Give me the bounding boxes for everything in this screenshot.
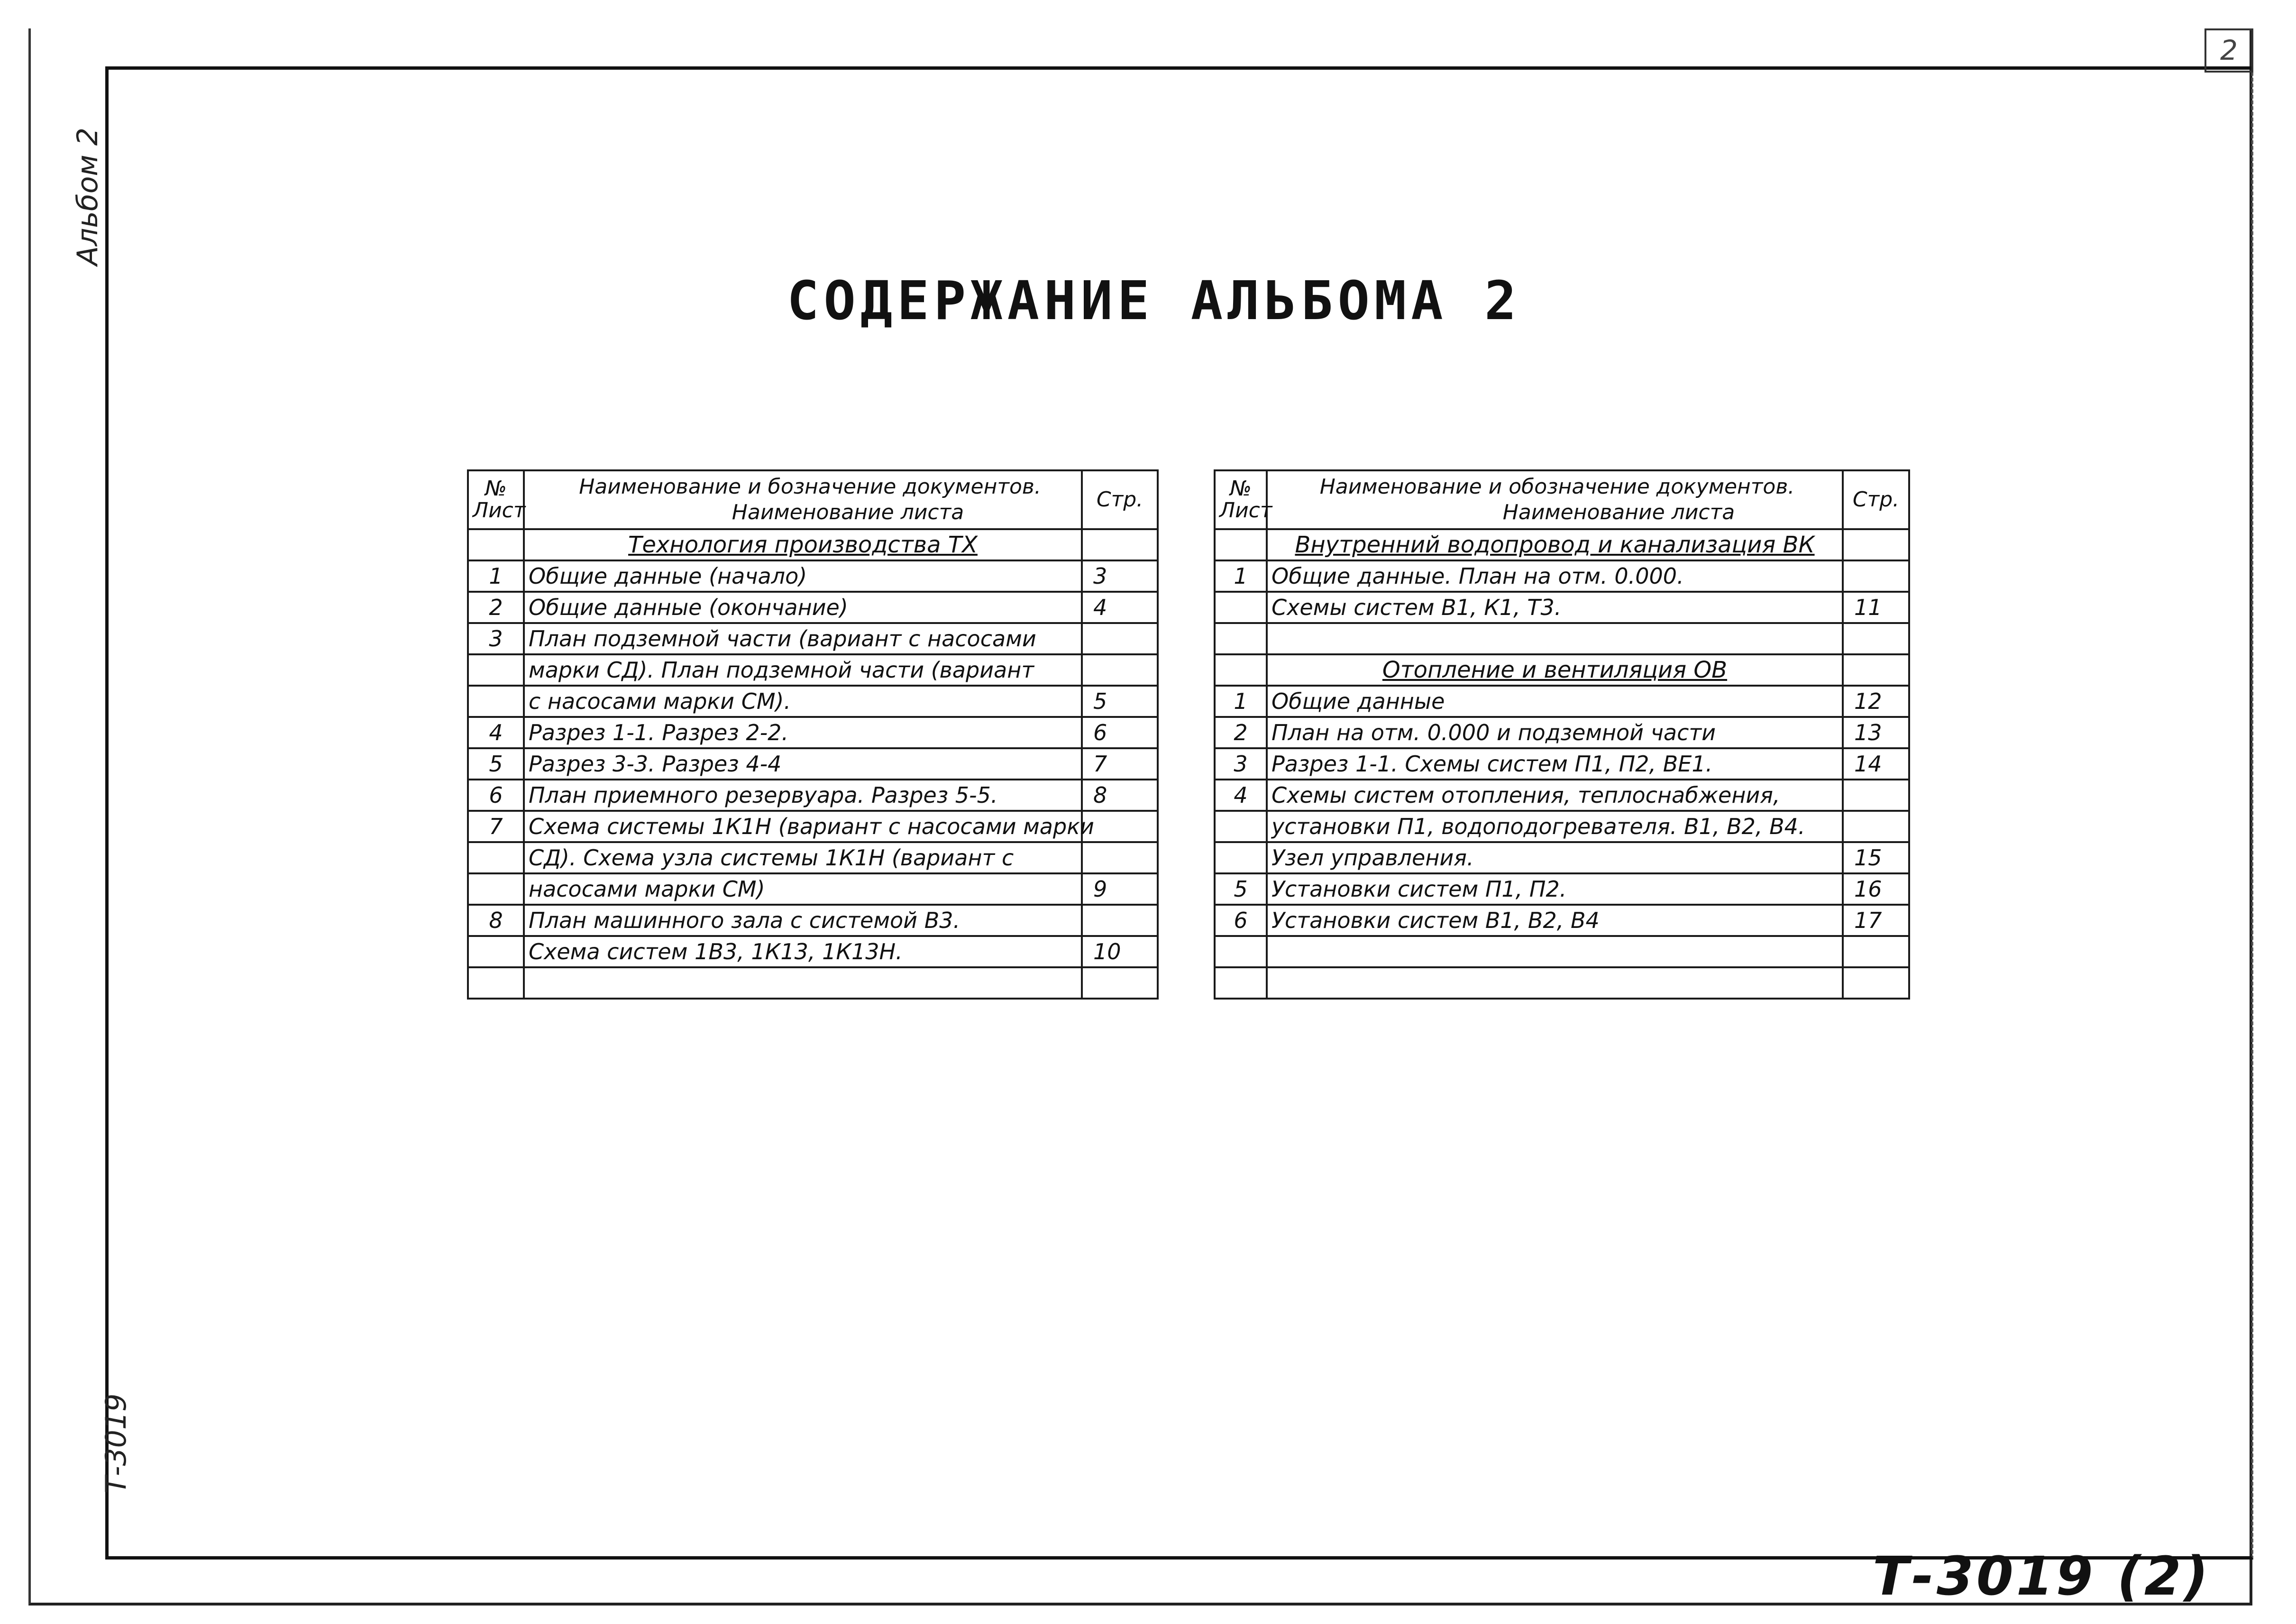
page-number-cell: 7 — [1082, 748, 1158, 780]
sheet-name-cell: План подземной части (вариант с насосами — [524, 623, 1082, 654]
sheet-name-cell: Установки систем В1, В2, В4 — [1267, 905, 1843, 936]
table-row — [468, 905, 1158, 936]
sheet-number-cell — [1215, 623, 1267, 654]
sheet-name-cell: Общие данные. План на отм. 0.000. — [1267, 560, 1843, 592]
sheet-name-cell: марки СД). План подземной части (вариант — [524, 654, 1082, 686]
page-number-cell — [1082, 905, 1158, 936]
sheet-number-cell — [1215, 592, 1267, 623]
page-number-cell — [1082, 967, 1158, 999]
sheet-number-cell — [1215, 936, 1267, 967]
table-row — [468, 686, 1158, 717]
sheet-name-cell: План на отм. 0.000 и подземной части — [1267, 717, 1843, 748]
table-row — [1215, 780, 1909, 811]
table-row — [1215, 686, 1909, 717]
sheet-number-cell: 6 — [468, 780, 524, 811]
table-row — [468, 717, 1158, 748]
sheet-number-cell: 5 — [1215, 873, 1267, 905]
sheet-number-cell — [468, 654, 524, 686]
page-number-cell: 12 — [1843, 686, 1909, 717]
sheet-number-cell: 4 — [468, 717, 524, 748]
sheet-number-cell: 4 — [1215, 780, 1267, 811]
table-row — [1215, 905, 1909, 936]
sheet-name-cell: установки П1, водоподогревателя. В1, В2, В4. — [1267, 811, 1843, 842]
table-row — [1215, 592, 1909, 623]
sheet-number-cell: 7 — [468, 811, 524, 842]
table-header-row — [468, 470, 1158, 529]
header-page: Стр. — [1843, 470, 1909, 529]
page-number-cell: 3 — [1082, 560, 1158, 592]
section-title: Технология производства ТХ — [524, 529, 1082, 560]
table-row — [468, 873, 1158, 905]
table-row — [1215, 936, 1909, 967]
sheet-number-cell — [1215, 811, 1267, 842]
table-row — [468, 936, 1158, 967]
contents-table-left — [467, 469, 1159, 1000]
sheet-name-cell: СД). Схема узла системы 1К1Н (вариант с — [524, 842, 1082, 873]
contents-table-right — [1214, 469, 1910, 1000]
page-number-cell: 13 — [1843, 717, 1909, 748]
table-header-row — [1215, 470, 1909, 529]
sheet-name-cell: Общие данные (начало) — [524, 560, 1082, 592]
table-row — [1215, 811, 1909, 842]
header-sheet-no: № Лист — [1215, 470, 1267, 529]
section-title: Внутренний водопровод и канализация ВК — [1267, 529, 1843, 560]
page-number-cell — [1843, 811, 1909, 842]
table-row — [1215, 967, 1909, 999]
sheet-name-cell: с насосами марки СМ). — [524, 686, 1082, 717]
page-number-cell: 15 — [1843, 842, 1909, 873]
page-number-cell: 11 — [1843, 592, 1909, 623]
header-page: Стр. — [1082, 470, 1158, 529]
sheet-number-cell — [468, 936, 524, 967]
table-row — [1215, 842, 1909, 873]
page-number-cell — [1843, 967, 1909, 999]
page-number-cell: 9 — [1082, 873, 1158, 905]
table-row — [468, 842, 1158, 873]
table-row — [468, 967, 1158, 999]
sheet-name-cell — [524, 967, 1082, 999]
page-number-cell: 14 — [1843, 748, 1909, 780]
sheet-name-cell: План приемного резервуара. Разрез 5-5. — [524, 780, 1082, 811]
section-row — [1215, 654, 1909, 686]
page-number-cell — [1843, 560, 1909, 592]
table-row — [468, 748, 1158, 780]
sheet-name-cell: Схемы систем В1, К1, Т3. — [1267, 592, 1843, 623]
sheet-number-cell: 1 — [1215, 560, 1267, 592]
sheet-number-cell: 2 — [1215, 717, 1267, 748]
sheet-number-cell — [1215, 967, 1267, 999]
sheet-number-cell — [468, 842, 524, 873]
table-row — [1215, 748, 1909, 780]
code-side-label: Т-3019 — [100, 1394, 133, 1494]
page-number-cell — [1843, 623, 1909, 654]
page-number-cell: 5 — [1082, 686, 1158, 717]
sheet-number-cell: 6 — [1215, 905, 1267, 936]
page-number-cell — [1843, 780, 1909, 811]
section-row — [468, 529, 1158, 560]
page-number-box: 2 — [2205, 28, 2253, 73]
page-number-cell: 10 — [1082, 936, 1158, 967]
table-row — [468, 654, 1158, 686]
document-code: Т-3019 (2) — [1873, 1546, 2211, 1607]
sheet-name-cell: Общие данные (окончание) — [524, 592, 1082, 623]
sheet-number-cell — [468, 873, 524, 905]
sheet-name-cell — [1267, 936, 1843, 967]
page-number-cell: 8 — [1082, 780, 1158, 811]
sheet-number-cell: 2 — [468, 592, 524, 623]
sheet-name-cell: Разрез 1-1. Разрез 2-2. — [524, 717, 1082, 748]
section-row — [1215, 529, 1909, 560]
sheet-name-cell: Установки систем П1, П2. — [1267, 873, 1843, 905]
sheet-number-cell: 3 — [468, 623, 524, 654]
table-row — [468, 560, 1158, 592]
sheet-number-cell: 1 — [468, 560, 524, 592]
table-row — [1215, 717, 1909, 748]
header-sheet-no: № Лист — [468, 470, 524, 529]
sheet-number-cell: 1 — [1215, 686, 1267, 717]
album-side-label: Альбом 2 — [71, 128, 104, 266]
sheet-name-cell: Схема системы 1К1Н (вариант с насосами марки — [524, 811, 1082, 842]
table-row — [468, 623, 1158, 654]
page-number-cell: 16 — [1843, 873, 1909, 905]
page-number-cell — [1082, 842, 1158, 873]
page-title: СОДЕРЖАНИЕ АЛЬБОМА 2 — [787, 270, 1521, 332]
sheet-number-cell: 8 — [468, 905, 524, 936]
sheet-name-cell: Узел управления. — [1267, 842, 1843, 873]
table-row — [468, 811, 1158, 842]
sheet-name-cell — [1267, 623, 1843, 654]
header-name: Наименование и бозначение документов. Наименование листа — [524, 470, 1082, 529]
sheet-name-cell: Общие данные — [1267, 686, 1843, 717]
table-row — [468, 592, 1158, 623]
sheet-number-cell — [468, 686, 524, 717]
header-name: Наименование и обозначение документов. Наименование листа — [1267, 470, 1843, 529]
section-title: Отопление и вентиляция ОВ — [1267, 654, 1843, 686]
sheet-number-cell: 3 — [1215, 748, 1267, 780]
sheet-number-cell — [468, 967, 524, 999]
sheet-name-cell: Схемы систем отопления, теплоснабжения, — [1267, 780, 1843, 811]
sheet-number-cell — [1215, 842, 1267, 873]
page-number-cell — [1843, 936, 1909, 967]
table-row — [468, 780, 1158, 811]
page-number-cell — [1082, 654, 1158, 686]
sheet-name-cell: Схема систем 1В3, 1К13, 1К13Н. — [524, 936, 1082, 967]
page-number-cell: 4 — [1082, 592, 1158, 623]
sheet-name-cell: Разрез 3-3. Разрез 4-4 — [524, 748, 1082, 780]
table-row — [1215, 623, 1909, 654]
page-number-cell: 6 — [1082, 717, 1158, 748]
sheet-name-cell: Разрез 1-1. Схемы систем П1, П2, ВЕ1. — [1267, 748, 1843, 780]
sheet-number-cell: 5 — [468, 748, 524, 780]
page-number-cell: 17 — [1843, 905, 1909, 936]
table-row — [1215, 873, 1909, 905]
sheet-name-cell: План машинного зала с системой В3. — [524, 905, 1082, 936]
page-number-cell — [1082, 623, 1158, 654]
sheet-name-cell — [1267, 967, 1843, 999]
table-row — [1215, 560, 1909, 592]
sheet-name-cell: насосами марки СМ) — [524, 873, 1082, 905]
